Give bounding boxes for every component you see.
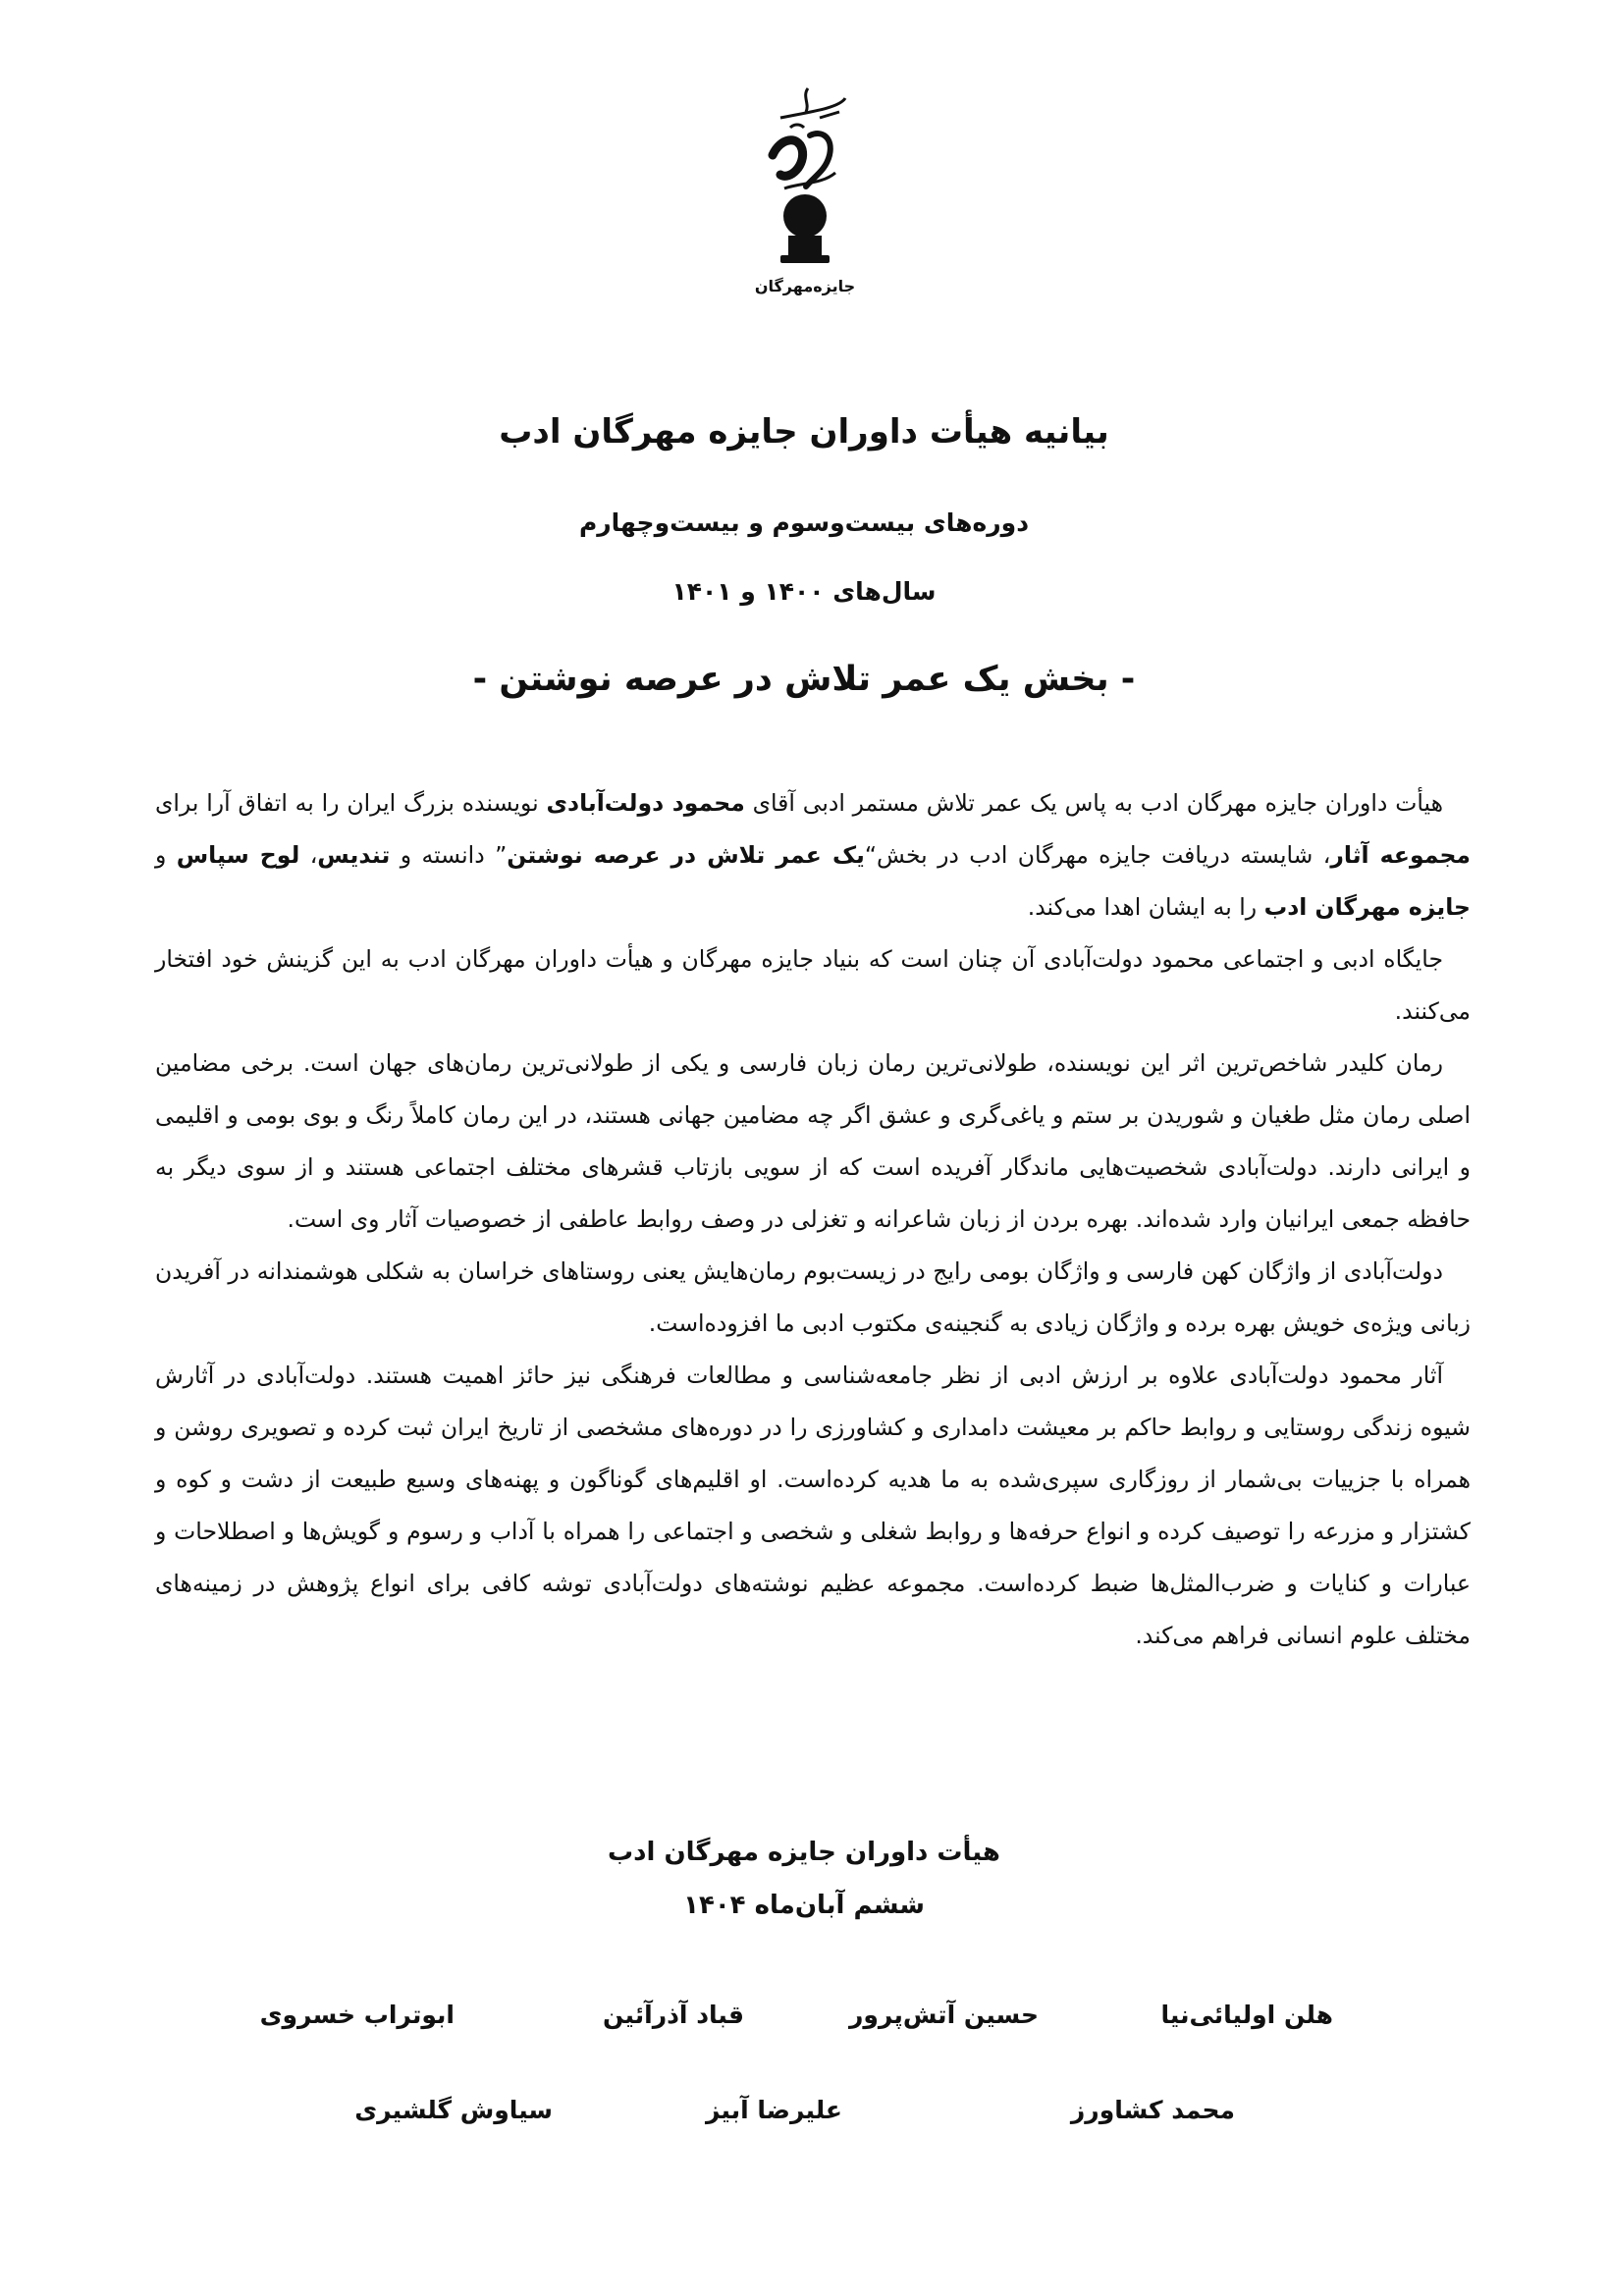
statement-title: بیانیه هیأت داوران جایزه مهرگان ادب: [499, 412, 1109, 452]
judge-name: محمد کشاورز: [1070, 2096, 1235, 2124]
paragraph-4: دولت‌آبادی از واژگان کهن فارسی و واژگان بومی رایج در زیست‌بوم رمان‌هایش یعنی روستاهای خراسان به شکلی هوشمندانه در آفریدن زبانی ویژه‌ی خویش بهره برده و واژگان زیادی به گنجینه‌ی مکتوب ادبی ما افزوده‌است.: [155, 1257, 1471, 1337]
judge-name: ابوتراب خسروی: [259, 2001, 455, 2029]
logo-caption: جایزه‌مهرگان: [754, 277, 856, 295]
signature-date: ششم آبان‌ماه ۱۴۰۴: [683, 1891, 925, 1920]
paragraph-2: جایگاه ادبی و اجتماعی محمود دولت‌آبادی آن چنان است که بنیاد جایزه مهرگان و هیأت داوران مهرگان ادب به این گزینش خود افتخار می‌کنند.: [155, 945, 1471, 1025]
p1-author-name: محمود دولت‌آبادی: [546, 789, 745, 817]
p1-text-i: ،: [299, 841, 318, 869]
judge-name: علیرضا آبیز: [705, 2096, 842, 2124]
signature-block: [0, 1826, 1608, 1932]
p1-text-k: و: [155, 841, 177, 869]
p1-text-g: ” دانسته و: [390, 841, 508, 869]
years-subtitle: سال‌های ۱۴۰۰ و ۱۴۰۱: [671, 577, 937, 606]
p1-plaque: لوح سپاس: [176, 841, 300, 869]
signature-body: هیأت داوران جایزه مهرگان ادب: [608, 1838, 1000, 1867]
mehregan-logo: [746, 79, 864, 314]
paragraph-1: [155, 777, 1471, 934]
p1-statue: تندیس: [317, 841, 391, 869]
p1-text-e: ، شایسته دریافت جایزه مهرگان ادب در بخش“: [864, 841, 1331, 869]
section-title: - بخش یک عمر تلاش در عرصه نوشتن -: [472, 660, 1136, 699]
paragraph-5: آثار محمود دولت‌آبادی علاوه بر ارزش ادبی از نظر جامعه‌شناسی و مطالعات فرهنگی نیز حائز اهمیت هستند. دولت‌آبادی در آثارش شیوه زندگی روستایی و روابط حاکم بر معیشت دامداری و کشاورزی را در دوره‌های مشخصی از تاریخ ایران ثبت کرده و تصویری روشن و همراه با جزییات بی‌شمار از روزگاری سپری‌شده به ما هدیه کرده‌است. او اقلیم‌های گوناگون و پهنه‌های وسیع طبیعت از دشت و کوه و کشتزار و مزرعه را توصیف کرده و انواع حرفه‌ها و روابط شغلی و شخصی و اجتماعی را همراه با آداب و رسوم و گویش‌ها و اصطلاحات و عبارات و کنایات و ضرب‌المثل‌ها ضبط کرده‌است. مجموعه عظیم نوشته‌های دولت‌آبادی توشه کافی برای انواع پژوهش در زمینه‌های مختلف علوم انسانی فراهم می‌کند.: [155, 1362, 1471, 1649]
p1-text-a: هیأت داوران جایزه مهرگان ادب به پاس یک عمر تلاش مستمر ادبی آقای: [744, 789, 1443, 817]
judge-name: هلن اولیائی‌نیا: [1160, 2001, 1333, 2029]
p1-section-name: یک عمر تلاش در عرصه نوشتن: [507, 841, 865, 869]
p1-prize: جایزه مهرگان ادب: [1263, 893, 1471, 921]
judge-name: قباد آذرآئین: [603, 2001, 744, 2029]
p1-collected-works: مجموعه آثار: [1330, 841, 1471, 869]
judge-name: حسین آتش‌پرور: [848, 2001, 1039, 2029]
p1-text-c: نویسنده بزرگ ایران را به اتفاق آرا برای: [155, 789, 547, 817]
periods-subtitle: دوره‌های بیست‌وسوم و بیست‌وچهارم: [578, 508, 1030, 537]
judge-name: سیاوش گلشیری: [354, 2096, 553, 2124]
paragraph-3: رمان کلیدر شاخص‌ترین اثر این نویسنده، طولانی‌ترین رمان زبان فارسی و یکی از طولانی‌ترین رمان‌های جهان است. برخی مضامین اصلی رمان مثل طغیان و شوریدن بر ستم و یاغی‌گری و عشق اگر چه مضامین جهانی هستند، در این رمان کاملاً رنگ و بوی بومی و اقلیمی و ایرانی دارند. دولت‌آبادی شخصیت‌هایی ماندگار آفریده است که از سویی بازتاب قشرهای مختلف اجتماعی هستند و از سوی دیگر به حافظه جمعی ایرانیان وارد شده‌اند. بهره بردن از زبان شاعرانه و تغزلی در وصف روابط عاطفی از خصوصیات آثار وی است.: [155, 1049, 1471, 1233]
statement-body: [155, 777, 1471, 1662]
p1-text-m: را به ایشان اهدا می‌کند.: [1027, 893, 1264, 921]
mehregan-logo-icon: [751, 79, 859, 275]
